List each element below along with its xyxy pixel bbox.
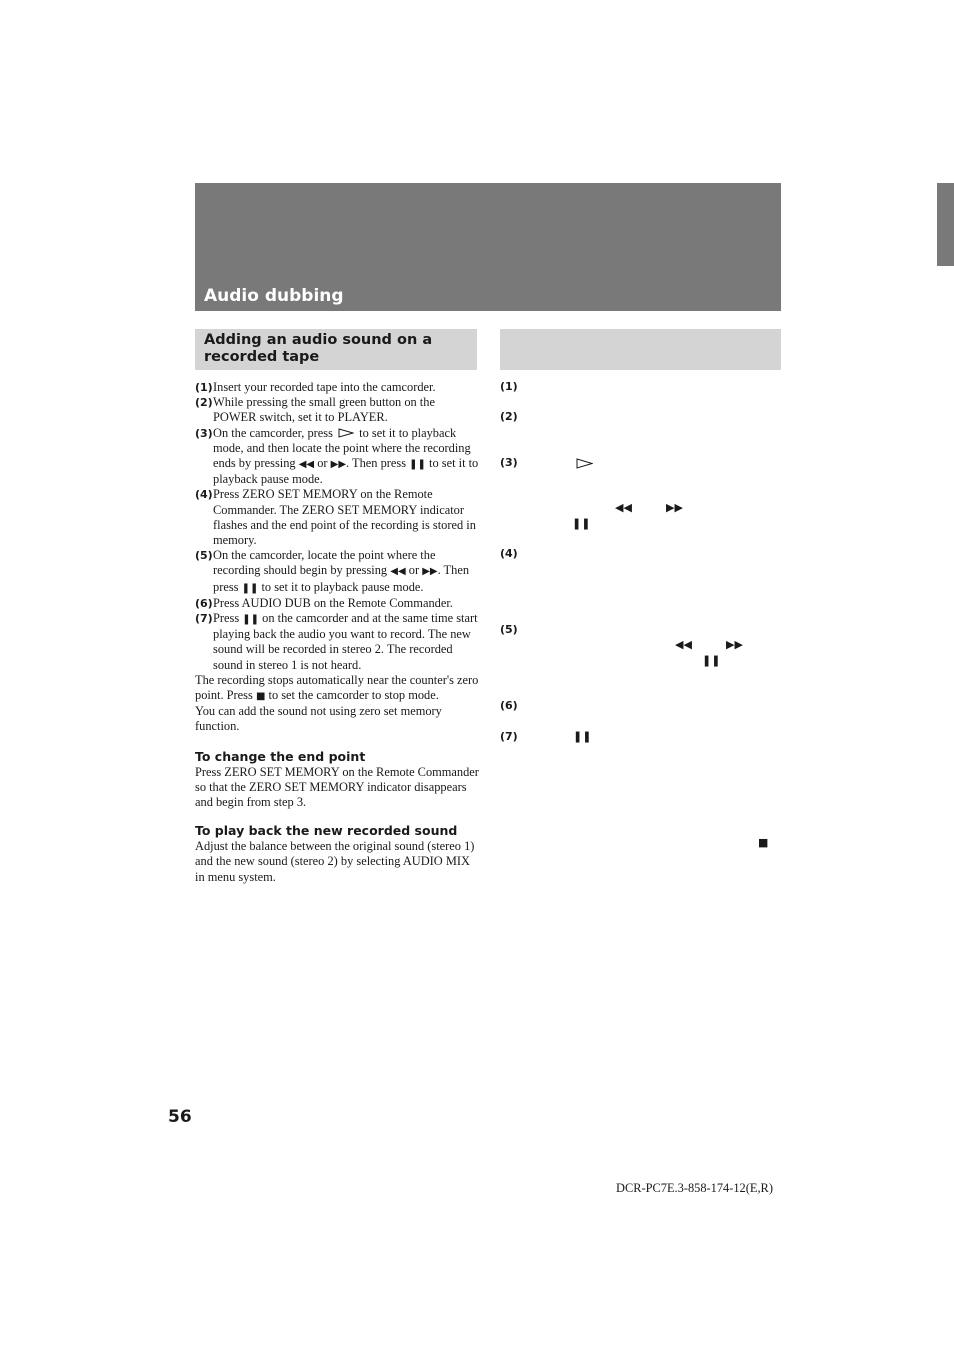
note-text: to set the camcorder to stop mode. xyxy=(268,688,439,703)
step-text-part: On the camcorder, locate the point where the recording should begin by pressing xyxy=(213,548,436,578)
pause-icon: ❚❚ xyxy=(242,614,260,626)
step-number: (7) xyxy=(195,612,213,626)
right-step-number: (5) xyxy=(500,623,518,636)
step-number: (5) xyxy=(195,549,213,563)
pause-icon: ❚❚ xyxy=(702,654,721,667)
step-text: While pressing the small green button on the POWER switch, set it to PLAYER. xyxy=(213,395,435,425)
step-text-part: or xyxy=(408,563,420,578)
left-column xyxy=(195,380,479,885)
rewind-icon: ◀◀ xyxy=(615,501,632,514)
step-text-part: on the camcorder and at the same time start playing back the audio you want to record. The new sound will be recorded in stereo 2. The recorded sound in stereo 1 is not heard. xyxy=(213,611,478,672)
step-number: (6) xyxy=(195,596,213,610)
step-4 xyxy=(195,487,479,548)
fast-forward-icon: ▶▶ xyxy=(330,459,347,471)
step-text-part: Press xyxy=(213,611,240,626)
step-7 xyxy=(195,611,479,673)
playback-text: Adjust the balance between the original sound (stereo 1) and the new sound (stereo 2) by selecting AUDIO MIX in menu system. xyxy=(195,839,475,884)
section-header xyxy=(195,329,477,370)
zero-set-note: You can add the sound not using zero set memory function. xyxy=(195,704,442,734)
rewind-icon: ◀◀ xyxy=(675,638,692,651)
right-step-number: (3) xyxy=(500,456,518,469)
step-2 xyxy=(195,395,479,425)
step-text-part: . Then press xyxy=(213,563,470,594)
right-step-number: (7) xyxy=(500,730,518,743)
pause-icon: ❚❚ xyxy=(409,459,426,471)
step-text-part: On the camcorder, press xyxy=(213,425,333,440)
right-step-number: (4) xyxy=(500,547,518,560)
fast-forward-icon: ▶▶ xyxy=(726,638,743,651)
step-text-part: to set it to playback pause mode. xyxy=(213,456,479,487)
model-code: DCR-PC7E.3-858-174-12(E,R) xyxy=(616,1181,773,1195)
step-text xyxy=(213,548,479,596)
step-text: Insert your recorded tape into the camcorder. xyxy=(213,380,436,394)
pause-icon: ❚❚ xyxy=(573,730,592,743)
step-number: (1) xyxy=(195,381,213,394)
step-text-part: to set it to playback pause mode. xyxy=(261,579,424,594)
playback-heading: To play back the new recorded sound xyxy=(195,823,458,839)
play-icon xyxy=(338,428,354,438)
right-step-number: (2) xyxy=(500,410,518,423)
step-text xyxy=(213,426,479,488)
fast-forward-icon: ▶▶ xyxy=(666,501,683,514)
right-step-number: (1) xyxy=(500,380,518,393)
step-text xyxy=(213,611,479,673)
section-header-right xyxy=(500,329,781,370)
pause-icon: ❚❚ xyxy=(241,582,259,594)
page-number: 56 xyxy=(168,1107,192,1127)
section-title: Adding an audio sound on a recorded tape xyxy=(204,332,433,365)
right-step-number: (6) xyxy=(500,699,518,712)
step-number: (3) xyxy=(195,426,213,440)
fast-forward-icon: ▶▶ xyxy=(422,566,438,578)
step-3 xyxy=(195,426,479,488)
step-number: (4) xyxy=(195,488,213,502)
step-text: Press ZERO SET MEMORY on the Remote Commander. The ZERO SET MEMORY indicator flashes and the end point of the recording is stored in memory. xyxy=(213,487,476,548)
side-tab-marker xyxy=(937,183,954,266)
play-icon xyxy=(576,458,593,469)
stop-note xyxy=(195,673,479,704)
step-text-part: . Then press xyxy=(346,456,407,471)
chapter-title: Audio dubbing xyxy=(204,286,344,306)
step-5 xyxy=(195,548,479,596)
step-6 xyxy=(195,596,479,611)
step-number: (2) xyxy=(195,396,213,410)
end-point-heading: To change the end point xyxy=(195,748,366,764)
stop-icon: ■ xyxy=(758,836,769,849)
step-text-part: to set it to playback mode, and then locate the point where the recording ends by pressing xyxy=(213,425,471,471)
rewind-icon: ◀◀ xyxy=(298,459,315,471)
step-text: Press AUDIO DUB on the Remote Commander. xyxy=(213,595,453,610)
stop-icon: ■ xyxy=(255,691,266,703)
step-text-part: or xyxy=(317,456,328,471)
note-text: The recording stops automatically near the counter's zero point. Press xyxy=(195,672,479,703)
pause-icon: ❚❚ xyxy=(572,517,591,530)
end-point-text: Press ZERO SET MEMORY on the Remote Commander so that the ZERO SET MEMORY indicator disappears and begin from step 3. xyxy=(195,764,479,810)
step-1 xyxy=(195,380,479,395)
chapter-header xyxy=(195,183,781,311)
rewind-icon: ◀◀ xyxy=(390,566,406,578)
